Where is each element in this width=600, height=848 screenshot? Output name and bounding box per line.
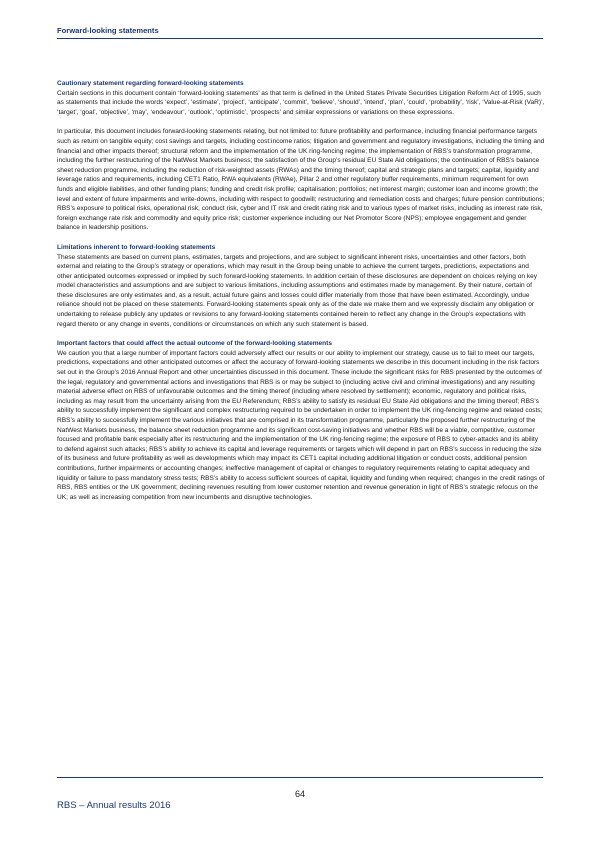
header-divider bbox=[57, 38, 543, 39]
page-number: 64 bbox=[294, 789, 305, 799]
page-header-title: Forward-looking statements bbox=[57, 26, 159, 35]
paragraph: We caution you that a large number of important factors could adversely affect our results or our ability to implement our strategy, cause us to fail to meet our targets, predictions, expectations and other anticipated outcomes or affect the accuracy of forward-looking statements we describe in this document including in the risk factors set out in the Group’s 2016 Annual Report and other uncertainties discussed in this document. These include the significant risks for RBS presented by the outcomes of the legal, regulatory and governmental actions and investigations that RBS is or may be subject to (including active civil and criminal investigations) and any resulting material adverse effect on RBS of unfavourable outcomes and the timing thereof (including where resolved by settlement); economic, regulatory and political risks, including as may result from the uncertainty arising from the EU Referendum; RBS’s ability to satisfy its residual EU State Aid obligations and the timing thereof; RBS’s ability to successfully implement the significant and complex restructuring required to be undertaken in order to implement the UK ring-fencing regime and related costs; RBS’s ability to successfully implement the various initiatives that are comprised in its transformation programme, particularly the proposed further restructuring of the NatWest Markets business, the balance sheet reduction programme and its significant cost-saving initiatives and whether RBS will be a viable, competitive, customer focused and profitable bank especially after its restructuring and the implementation of the UK ring-fencing regime; the exposure of RBS to cyber-attacks and its ability to defend against such attacks; RBS’s ability to achieve its capital and leverage requirements or targets which will depend in part on RBS’s success in reducing the size of its business and future profitability as well as developments which may impact its CET1 capital including additional litigation or conduct costs, additional pension contributions, further impairments or accounting changes; ineffective management of capital or changes to regulatory requirements relating to capital adequacy and liquidity or failure to pass mandatory stress tests; RBS’s ability to access sufficient sources of capital, liquidity and funding when required; changes in the credit ratings of RBS, RBS entities or the UK government; declining revenues resulting from lower customer retention and revenue generation in light of RBS’s strategic refocus on the UK; as well as increasing competition from new incumbents and disruptive technologies. bbox=[57, 349, 545, 501]
section-heading: Cautionary statement regarding forward-looking statements bbox=[57, 80, 244, 87]
section-cautionary-statement bbox=[57, 79, 545, 233]
paragraph: These statements are based on current plans, estimates, targets and projections, and are subject to significant inherent risks, uncertainties and other factors, both external and relating to the Group’s strategy or operations, which may result in the Group being unable to achieve the current targets, predictions, expectations and other anticipated outcomes expressed or implied by such forward-looking statements. In addition certain of these disclosures are dependent on choices relying on key model characteristics and assumptions and are subject to various limitations, including assumptions and estimates made by management. By their nature, certain of these disclosures are only estimates and, as a result, actual future gains and losses could differ materially from those that have been estimated. Accordingly, undue reliance should not be placed on these statements. Forward-looking statements speak only as of the date we make them and we expressly disclaim any obligation or undertaking to release publicly any updates or revisions to any forward-looking statements contained herein to reflect any change in the Group’s expectations with regard thereto or any change in events, conditions or circumstances on which any such statement is based. bbox=[57, 253, 538, 328]
section-heading: Important factors that could affect the actual outcome of the forward-looking statements bbox=[57, 340, 332, 348]
document-body bbox=[57, 79, 545, 512]
section-heading: Limitations inherent to forward-looking statements bbox=[57, 243, 216, 251]
section-limitations bbox=[57, 243, 545, 329]
footer-document-label: RBS – Annual results 2016 bbox=[57, 800, 171, 811]
paragraph: In particular, this document includes forward-looking statements relating, but not limited to: future profitability and performance, including financial performance targets such as return on tangible equity; cost savings and targets, including cost:income ratios; litigation and government and regulatory investigations, including the timing and financial and other impacts thereof; structural reform and the implementation of the UK ring-fencing regime; the implementation of RBS’s transformation programme, including the further restructuring of the NatWest Markets business; the satisfaction of the Group’s residual EU State Aid obligations; the continuation of RBS’s balance sheet reduction programme, including the reduction of risk-weighted assets (RWAs) and the timing thereof; capital and strategic plans and targets; capital, liquidity and leverage ratios and requirements, including CET1 Ratio, RWA equivalents (RWAe), Pillar 2 and other regulatory buffer requirements, minimum requirement for own funds and eligible liabilities, and other funding plans; funding and credit risk profile; capitalisation; portfolios; net interest margin; customer loan and income growth; the level and extent of future impairments and write-downs, including with respect to goodwill; restructuring and remediation costs and charges; future pension contributions; RBS’s exposure to political risks, operational risk, conduct risk, cyber and IT risk and credit rating risk and to various types of market risks, including as interest rate risk, foreign exchange rate risk and commodity and equity price risk; customer experience including our Net Promotor Score (NPS); employee engagement and gender balance in leadership positions. bbox=[57, 128, 545, 232]
footer-divider bbox=[57, 777, 543, 778]
paragraph: Certain sections in this document contain ‘forward-looking statements’ as that term is defined in the United States Private Securities Litigation Reform Act of 1995, such as statements that include the words ‘expect’, ‘estimate’, ‘project’, ‘anticipate’, ‘commit’, ‘believe’, ‘should’, ‘intend’, ‘plan’, ‘could’, ‘probability’, ‘risk’, ‘Value-at-Risk (VaR)’, ‘target’, ‘goal’, ‘objective’, ‘may’, ‘endeavour’, ‘outlook’, ‘optimistic’, ‘prospects’ and similar expressions or variations on these expressions. bbox=[57, 89, 545, 116]
section-important-factors bbox=[57, 339, 545, 502]
